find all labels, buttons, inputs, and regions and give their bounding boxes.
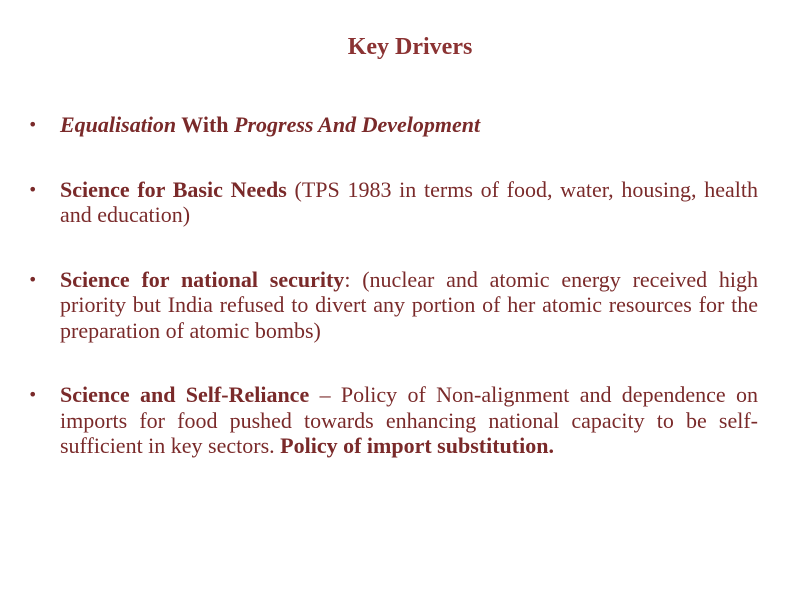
- bullet-basic-needs: [28, 177, 758, 228]
- bullet-dot-icon: •: [28, 385, 38, 404]
- bullet-mid: With: [176, 112, 235, 137]
- bullet-tail: Policy of import substitution.: [280, 433, 554, 458]
- bullet-body: : (nuclear and atomic energy received high priority but India refused to divert any portion of her atomic resources for the preparation of atomic bombs): [60, 266, 759, 343]
- bullet-body: – Policy of Non-alignment and dependence on imports for food pushed towards enhancing national capacity to be self-sufficient in key sectors.: [60, 382, 758, 458]
- slide-title: Key Drivers: [347, 34, 473, 60]
- bullet-equalisation: [28, 112, 758, 138]
- bullet-list: [28, 112, 758, 459]
- bullet-body: (TPS 1983 in terms of food, water, housing, health and education): [60, 176, 759, 227]
- bullet-self-reliance: [28, 382, 758, 459]
- bullet-dot-icon: •: [28, 115, 38, 134]
- bullet-lead: Science for national security: [60, 266, 345, 292]
- bullet-dot-icon: •: [28, 269, 38, 289]
- bullet-lead: Science for Basic Needs: [60, 176, 287, 202]
- bullet-dot-icon: •: [28, 179, 38, 199]
- bullet-lead-2: Progress And Development: [234, 112, 481, 137]
- bullet-national-security: [28, 267, 758, 344]
- bullet-lead: Science and Self-Reliance: [60, 382, 310, 407]
- bullet-lead: Equalisation: [60, 112, 177, 137]
